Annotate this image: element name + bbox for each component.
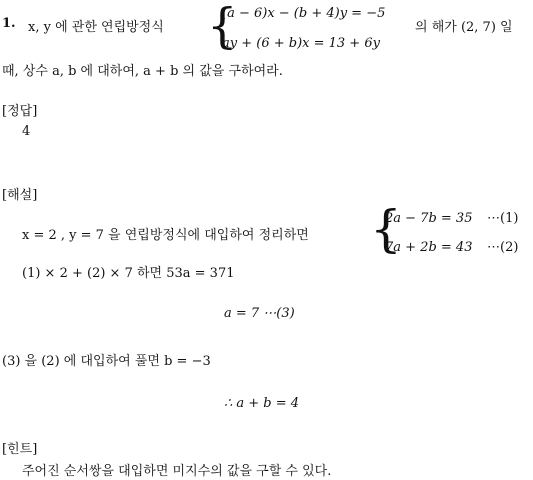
solution-tag-2: ⋯(2): [487, 240, 519, 255]
hint-header: [힌트]: [2, 442, 38, 457]
solution-step-1: x = 2 , y = 7 을 연립방정식에 대입하여 정리하면: [22, 228, 309, 243]
solution-step-3: a = 7 ⋯(3): [224, 306, 295, 321]
problem-system-brace: {: [207, 0, 238, 54]
answer-value: 4: [22, 124, 31, 139]
solution-system-brace: {: [370, 200, 402, 258]
problem-equation-1: (a − 6)x − (b + 4)y = −5: [222, 6, 386, 21]
solution-equation-2: 7a + 2b = 43: [385, 240, 473, 255]
answer-header: [정답]: [2, 104, 38, 119]
problem-number: 1.: [2, 16, 16, 31]
problem-tail: 의 해가 (2, 7) 일: [415, 20, 513, 35]
solution-step-2: (1) × 2 + (2) × 7 하면 53a = 371: [22, 266, 235, 281]
solution-tag-1: ⋯(1): [487, 211, 519, 226]
problem-line-2: 때, 상수 a, b 에 대하여, a + b 의 값을 구하여라.: [2, 64, 283, 79]
solution-header: [해설]: [2, 188, 38, 203]
problem-intro: x, y 에 관한 연립방정식: [28, 20, 164, 35]
solution-equation-1: 2a − 7b = 35: [385, 211, 473, 226]
problem-equation-2: ay + (6 + b)x = 13 + 6y: [222, 36, 380, 51]
solution-result: ∴ a + b = 4: [224, 396, 300, 411]
hint-text: 주어진 순서쌍을 대입하면 미지수의 값을 구할 수 있다.: [22, 464, 332, 479]
solution-step-4: (3) 을 (2) 에 대입하여 풀면 b = −3: [2, 354, 211, 369]
